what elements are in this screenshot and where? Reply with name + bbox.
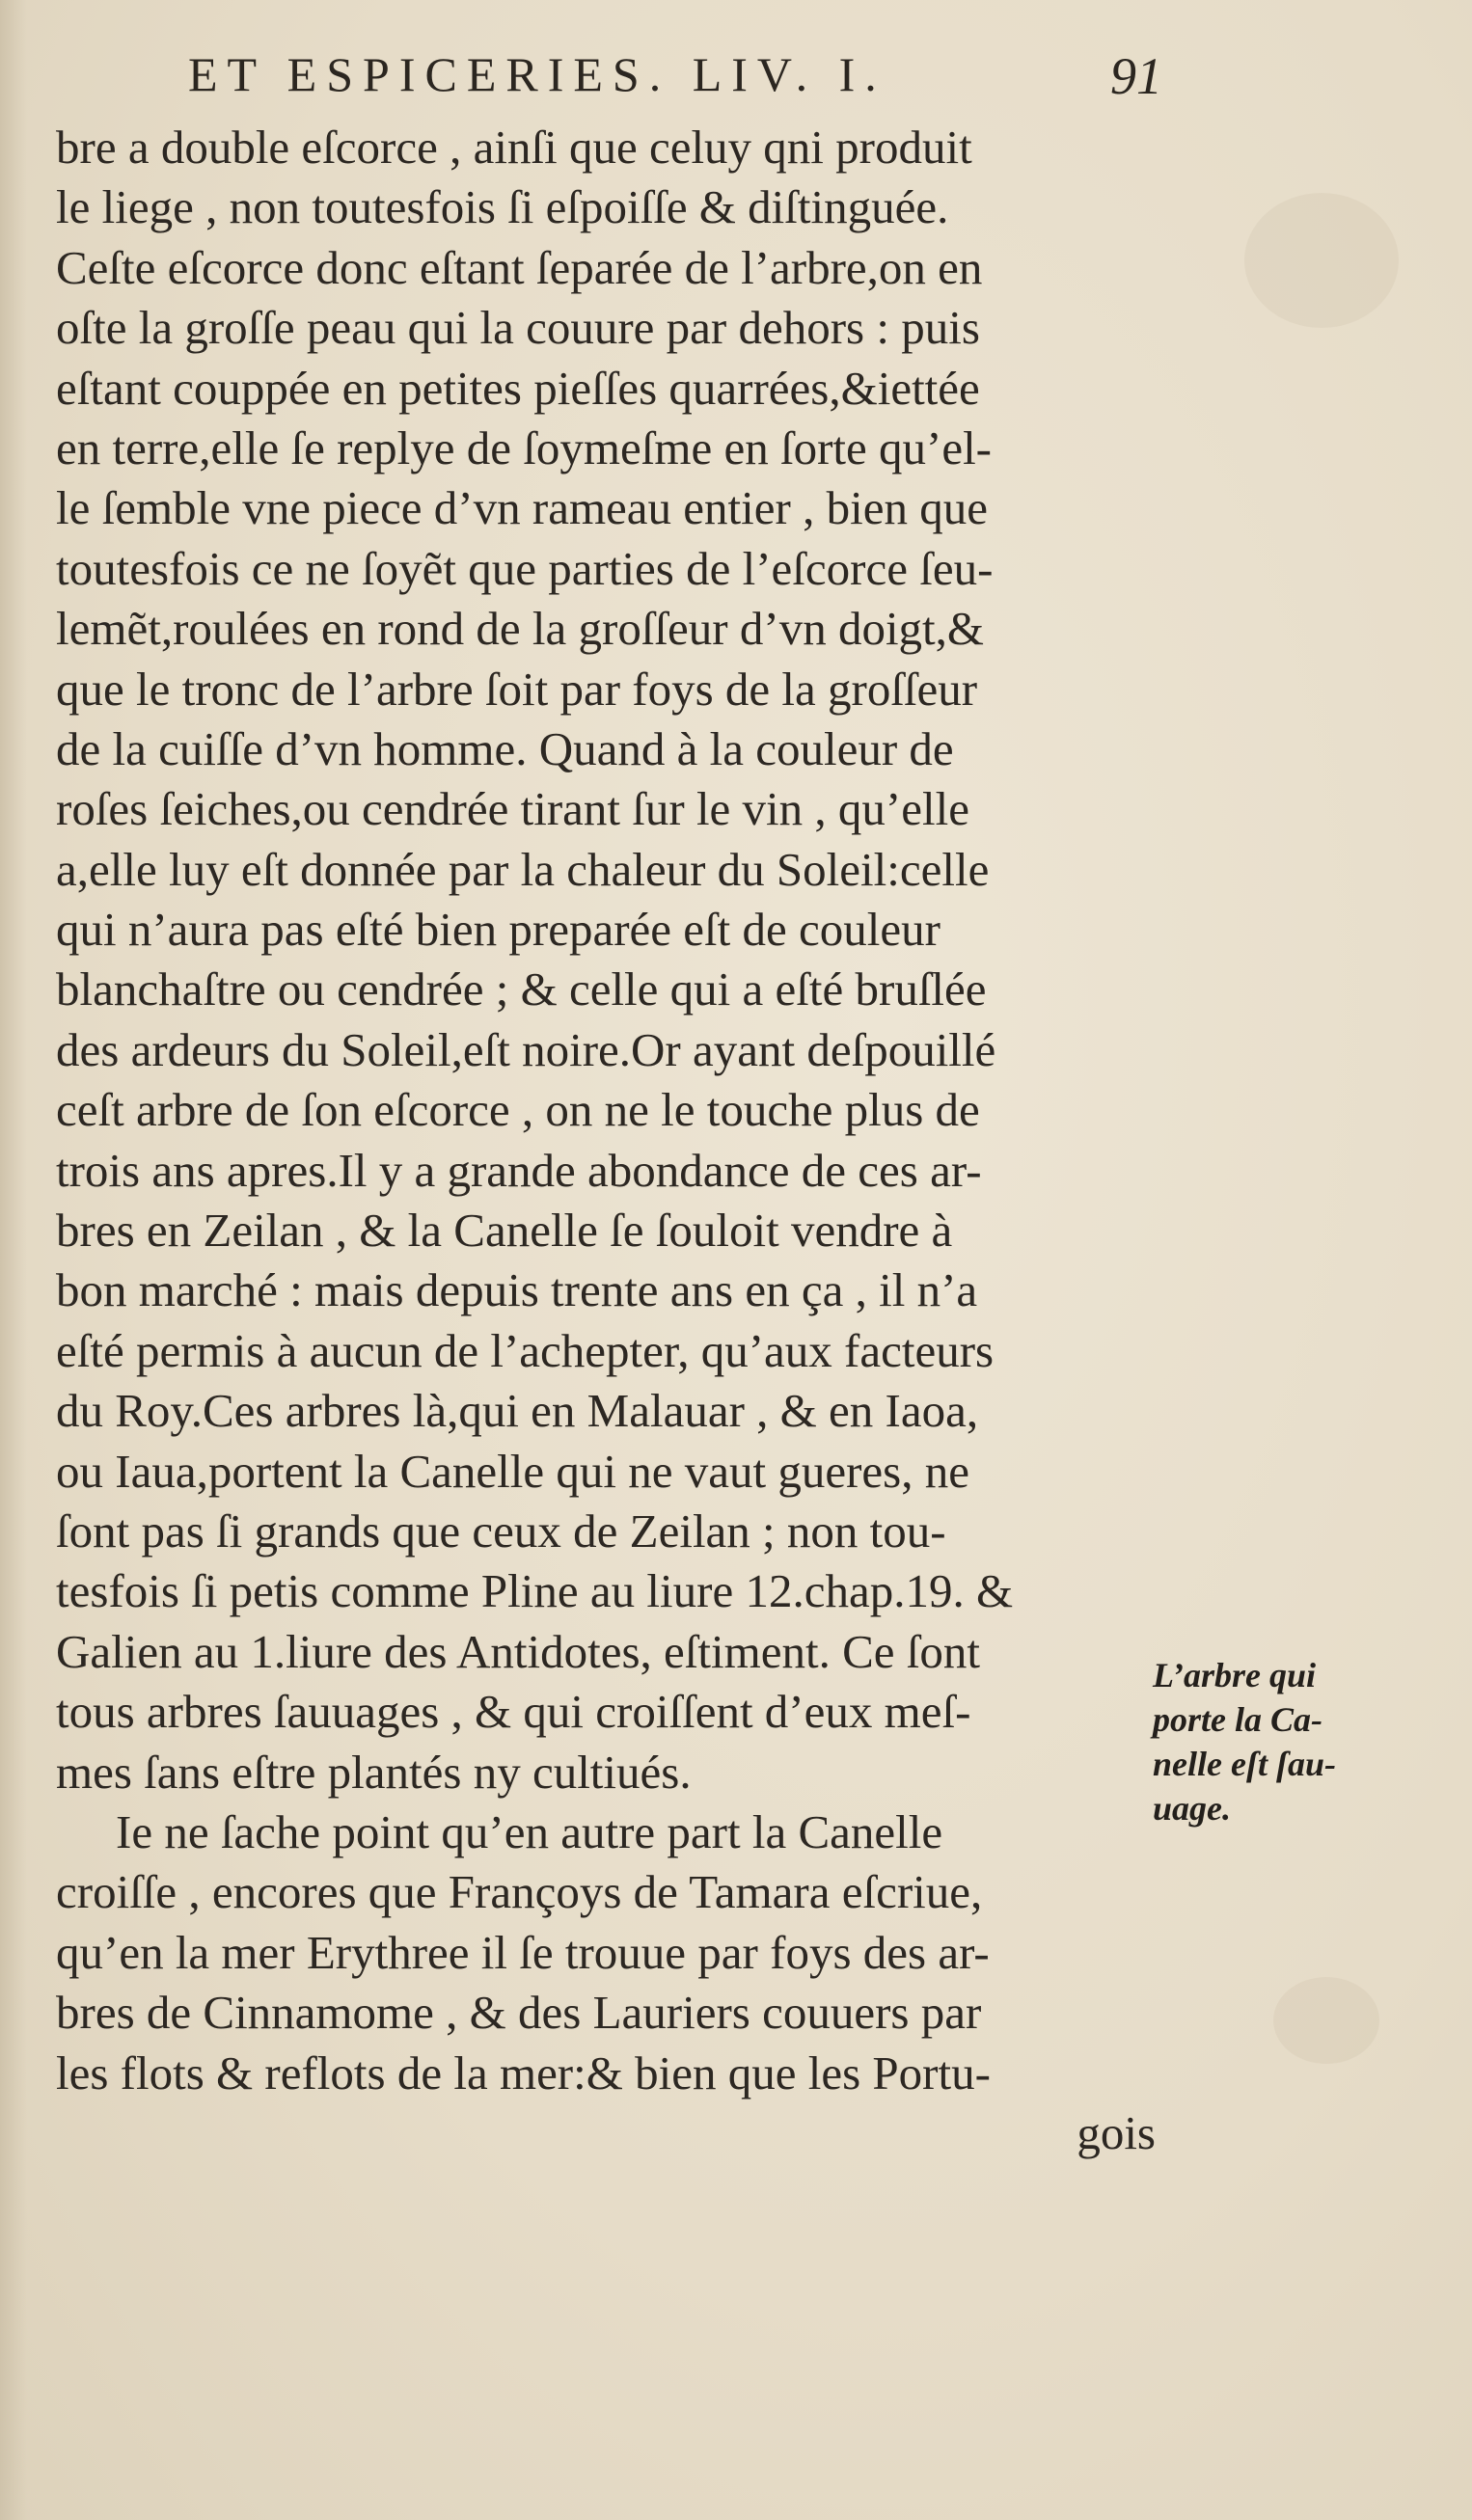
text-line: le ſemble vne piece d’vn rameau entier , bien que — [56, 481, 988, 535]
text-line: les flots & reflots de la mer:& bien que les Portu- — [56, 2046, 991, 2100]
page-header — [188, 46, 1162, 114]
text-line: bon marché : mais depuis trente ans en ça , il n’a — [56, 1263, 978, 1317]
paper-stain — [1273, 1977, 1379, 2064]
text-line: oſte la groſſe peau qui la couure par dehors : puis — [56, 301, 980, 355]
catchword: gois — [1077, 2105, 1156, 2159]
text-line: a,elle luy eſt donnée par la chaleur du Soleil:celle — [56, 842, 990, 896]
text-line: croiſſe , encores que Françoys de Tamara eſcriue, — [56, 1865, 983, 1919]
marginal-note — [1153, 1653, 1384, 1830]
text-line: tesfois ſi petis comme Pline au liure 12.chap.19. & — [56, 1564, 1014, 1618]
text-line: mes ſans eſtre plantés ny cultiués. — [56, 1745, 692, 1799]
text-line: eſtant couppée en petites pieſſes quarrées,&iettée — [56, 361, 980, 415]
marginal-note-line: nelle eſt ſau- — [1153, 1745, 1336, 1783]
text-line: qui n’aura pas eſté bien preparée eſt de couleur — [56, 903, 940, 957]
text-line: tous arbres ſauuages , & qui croiſſent d’eux meſ- — [56, 1685, 971, 1739]
text-line: blanchaſtre ou cendrée ; & celle qui a eſté bruſlée — [56, 962, 987, 1016]
text-line: bre a double eſcorce , ainſi que celuy qni produit — [56, 121, 972, 174]
text-line: bres de Cinnamome , & des Lauriers couuers par — [56, 1986, 982, 2040]
text-line: qu’en la mer Erythree il ſe trouue par foys des ar- — [56, 1925, 990, 1979]
text-line: du Roy.Ces arbres là,qui en Malauar , & en Iaoa, — [56, 1384, 979, 1438]
text-line: ou Iaua,portent la Canelle qui ne vaut gueres, ne — [56, 1444, 969, 1498]
text-line: Ceſte eſcorce donc eſtant ſeparée de l’arbre,on en — [56, 240, 983, 294]
text-line: que le tronc de l’arbre ſoit par foys de la groſſeur — [56, 662, 978, 716]
text-line: bres en Zeilan , & la Canelle ſe ſouloit vendre à — [56, 1204, 953, 1258]
text-line: des ardeurs du Soleil,eſt noire.Or ayant deſpouillé — [56, 1022, 996, 1076]
text-line: Galien au 1.liure des Antidotes, eſtiment. Ce ſont — [56, 1624, 981, 1678]
marginal-note-line: uage. — [1153, 1789, 1231, 1828]
body-text — [56, 118, 1156, 2163]
marginal-note-line: porte la Ca- — [1153, 1700, 1322, 1739]
page-number: 91 — [1110, 47, 1162, 105]
text-line: ceſt arbre de ſon eſcorce , on ne le touche plus de — [56, 1083, 980, 1137]
running-head: ET ESPICERIES. LIV. I. — [188, 47, 886, 101]
text-line: en terre,elle ſe replye de ſoymeſme en ſorte qu’el- — [56, 420, 992, 474]
text-line: trois ans apres.Il y a grande abondance de ces ar- — [56, 1143, 982, 1197]
text-line: eſté permis à aucun de l’achepter, qu’aux facteurs — [56, 1323, 995, 1377]
text-line: lemẽt,roulées en rond de la groſſeur d’vn doigt,& — [56, 602, 985, 656]
text-line: toutesfois ce ne ſoyẽt que parties de l’eſcorce ſeu- — [56, 541, 994, 595]
text-line: ſont pas ſi grands que ceux de Zeilan ; non tou- — [56, 1504, 946, 1558]
paper-stain — [1244, 193, 1399, 328]
text-line: roſes ſeiches,ou cendrée tirant ſur le vin , qu’elle — [56, 782, 969, 836]
marginal-note-line: L’arbre qui — [1153, 1656, 1317, 1694]
paragraph-first-line: Ie ne ſache point qu’en autre part la Canelle — [116, 1804, 943, 1858]
text-line: de la cuiſſe d’vn homme. Quand à la couleur de — [56, 721, 954, 775]
text-line: le liege , non toutesfois ſi eſpoiſſe & diſtinguée. — [56, 180, 949, 234]
spine-shadow — [0, 0, 27, 2520]
